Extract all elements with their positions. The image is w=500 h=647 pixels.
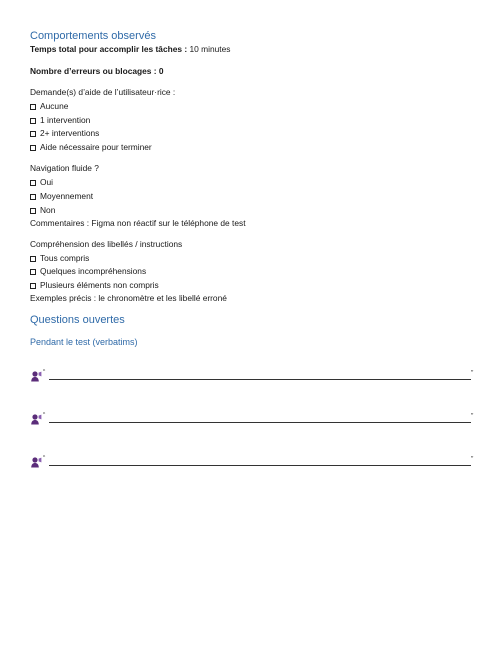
errors-value: 0 xyxy=(158,66,164,76)
checkbox-option[interactable]: Plusieurs éléments non compris xyxy=(30,280,159,291)
checkbox-icon[interactable] xyxy=(30,208,36,214)
total-time-line xyxy=(30,44,230,55)
checkbox-icon[interactable] xyxy=(30,256,36,262)
verbatim-quote-line[interactable]: “ ” xyxy=(30,456,450,470)
checkbox-icon[interactable] xyxy=(30,194,36,200)
quote-blank-line[interactable] xyxy=(49,422,471,423)
speaker-person-icon xyxy=(30,456,42,468)
total-time-label: Temps total pour accomplir les tâches : xyxy=(30,44,188,54)
total-time-value: 10 minutes xyxy=(189,44,231,54)
navigation-comment: Commentaires : Figma non réactif sur le téléphone de test xyxy=(30,218,246,228)
speaker-person-icon xyxy=(30,370,42,382)
section-title-behaviors: Comportements observés xyxy=(30,30,156,42)
checkbox-option[interactable]: Quelques incompréhensions xyxy=(30,266,146,277)
checkbox-icon[interactable] xyxy=(30,283,36,289)
verbatim-quote-line[interactable]: “ ” xyxy=(30,370,450,384)
verbatim-quote-line[interactable]: “ ” xyxy=(30,413,450,427)
section-title-open-questions: Questions ouvertes xyxy=(30,314,125,326)
checkbox-option[interactable]: Moyennement xyxy=(30,191,93,202)
checkbox-option[interactable]: 2+ interventions xyxy=(30,128,99,139)
checkbox-icon[interactable] xyxy=(30,118,36,124)
comprehension-question: Compréhension des libellés / instructions xyxy=(30,239,183,249)
navigation-question: Navigation fluide ? xyxy=(30,163,99,173)
errors-line xyxy=(30,66,164,77)
errors-label: Nombre d’erreurs ou blocages : xyxy=(30,66,157,76)
checkbox-option[interactable]: Oui xyxy=(30,177,53,188)
checkbox-option[interactable]: 1 intervention xyxy=(30,115,90,126)
quote-blank-line[interactable] xyxy=(49,379,471,380)
checkbox-icon[interactable] xyxy=(30,104,36,110)
checkbox-icon[interactable] xyxy=(30,269,36,275)
checkbox-option[interactable]: Aide nécessaire pour terminer xyxy=(30,142,152,153)
subsection-title-verbatims: Pendant le test (verbatims) xyxy=(30,337,138,347)
checkbox-icon[interactable] xyxy=(30,145,36,151)
speaker-person-icon xyxy=(30,413,42,425)
checkbox-option[interactable]: Non xyxy=(30,205,55,216)
checkbox-icon[interactable] xyxy=(30,180,36,186)
checkbox-option[interactable]: Aucune xyxy=(30,101,68,112)
checkbox-icon[interactable] xyxy=(30,131,36,137)
help-question: Demande(s) d’aide de l’utilisateur·rice : xyxy=(30,87,176,97)
checkbox-option[interactable]: Tous compris xyxy=(30,253,89,264)
comprehension-examples: Exemples précis : le chronomètre et les libellé erroné xyxy=(30,293,227,303)
quote-blank-line[interactable] xyxy=(49,465,471,466)
